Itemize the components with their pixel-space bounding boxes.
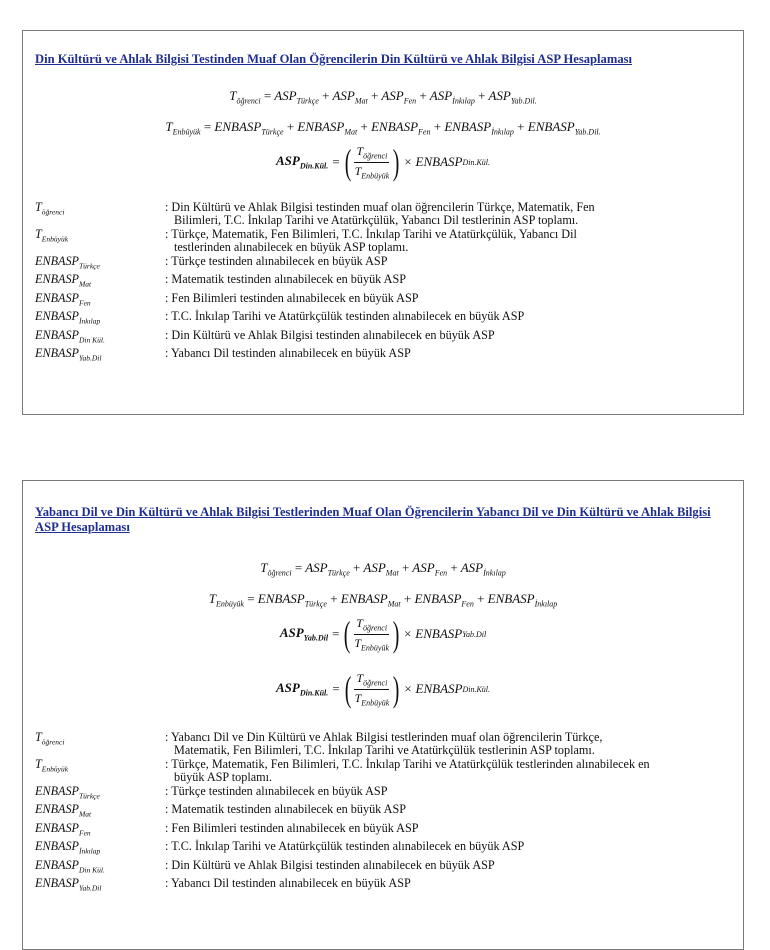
definition-item: $ENBASP_{Mat}$ : Matematik testinden alınabilecek en büyük ASP bbox=[35, 272, 406, 289]
definition-item: $ENBASP_{İnkılap}$ : T.C. İnkılap Tarihi ve Atatürkçülük testinden alınabilecek en büyük ASP bbox=[35, 839, 525, 856]
definition-item: $T_{öğrenci}$ : Din Kültürü ve Ahlak Bilgisi testinden muaf olan öğrencilerin Türkçe, Matematik, Fen Bilimleri, T.C. İnkılap Tarihi ve Atatürkçülük, Yabancı Dil testlerinin ASP toplamı. bbox=[35, 200, 595, 227]
definition-item: $ENBASP_{Din Kül.}$ : Din Kültürü ve Ahlak Bilgisi testinden alınabilecek en büyük ASP bbox=[35, 327, 495, 345]
definition-item: $ENBASP_{Türkçe}$ : Türkçe testinden alınabilecek en büyük ASP bbox=[35, 254, 388, 271]
definition-item: $T_{Enbüyük}$ : Türkçe, Matematik, Fen Bilimleri, T.C. İnkılap Tarihi ve Atatürkçülük, Yabancı Dil testlerinden alınabilecek en büyük ASP toplamı. bbox=[35, 227, 577, 254]
fraction: $\frac{T_{öğrenci}}{T_{Enbüyük}}$ bbox=[354, 616, 390, 652]
definition-item: $ENBASP_{Yab.Dil}$ : Yabancı Dil testinden alınabilecek en büyük ASP bbox=[35, 876, 411, 893]
formula-t-ogrenci: $T_{öğrenci} = ASP_{Türkçe} + ASP_{Mat} + ASP_{Fen} + ASP_{İnkılap}$ bbox=[260, 560, 506, 578]
formula-asp-yab-dil: $ASP_{Yab.Dil}$ = ( $\frac{T_{öğrenci}}{T_{Enbüyük}}$ ) × ENBASP Yab.Dil bbox=[279, 614, 487, 654]
formula-t-enbuyuk: $T_{Enbüyük}$ = $ENBASP_{Türkçe}$ + $ENBASP_{Mat}$ + $ENBASP_{Fen}$ + $ENBASP_{İnkılap}$ bbox=[208, 591, 558, 609]
definition-item: $ENBASP_{Türkçe}$ : Türkçe testinden alınabilecek en büyük ASP bbox=[35, 784, 388, 801]
definitions-list bbox=[35, 731, 735, 896]
definition-item: $ENBASP_{Yab.Dil}$ : Yabancı Dil testinden alınabilecek en büyük ASP bbox=[35, 346, 411, 363]
formula-asp-din-kul: $ASP_{Din.Kül.}$ = ( $\frac{T_{öğrenci}}{T_{Enbüyük}}$ ) × ENBASP Din.Kül. bbox=[275, 669, 491, 709]
definition-item: $T_{öğrenci}$ : Yabancı Dil ve Din Kültürü ve Ahlak Bilgisi testlerinden muaf olan öğrencilerin Türkçe, Matematik, Fen Bilimleri, T.C. İnkılap Tarihi ve Atatürkçülük testlerinin ASP toplamı. bbox=[35, 730, 603, 757]
section-title: Yabancı Dil ve Din Kültürü ve Ahlak Bilgisi Testlerinden Muaf Olan Öğrencilerin Yabancı Dil ve Din Kültürü ve Ahlak Bilgisi ASP Hesaplaması bbox=[35, 505, 711, 534]
formula-t-ogrenci: $T_{öğrenci} = ASP_{Türkçe} + ASP_{Mat} + ASP_{Fen} + ASP_{İnkılap} + ASP_{Yab.Dil.}$ bbox=[229, 88, 537, 106]
fraction: $\frac{T_{öğrenci}}{T_{Enbüyük}}$ bbox=[354, 671, 390, 707]
fraction: $\frac{T_{öğrenci}}{T_{Enbüyük}}$ bbox=[354, 144, 390, 180]
definition-item: $ENBASP_{Mat}$ : Matematik testinden alınabilecek en büyük ASP bbox=[35, 802, 406, 819]
definition-item: $ENBASP_{İnkılap}$ : T.C. İnkılap Tarihi ve Atatürkçülük testinden alınabilecek en büyük ASP bbox=[35, 309, 525, 326]
section-title: Din Kültürü ve Ahlak Bilgisi Testinden Muaf Olan Öğrencilerin Din Kültürü ve Ahlak Bilgisi ASP Hesaplaması bbox=[35, 52, 633, 66]
definition-item: $ENBASP_{Din Kül.}$ : Din Kültürü ve Ahlak Bilgisi testinden alınabilecek en büyük ASP bbox=[35, 857, 495, 875]
definition-item: $ENBASP_{Fen}$ : Fen Bilimleri testinden alınabilecek en büyük ASP bbox=[35, 290, 419, 308]
definition-item: $ENBASP_{Fen}$ : Fen Bilimleri testinden alınabilecek en büyük ASP bbox=[35, 820, 419, 838]
definitions-list bbox=[35, 201, 735, 366]
formula-t-enbuyuk: $T_{Enbüyük}$ = $ENBASP_{Türkçe}$ + $ENBASP_{Mat}$ + $ENBASP_{Fen}$ + $ENBASP_{İnkılap}$ + $ENBASP_{Yab.Dil.}$ bbox=[165, 119, 601, 137]
formula-asp-din-kul: $ASP_{Din.Kül.}$ = ( $\frac{T_{öğrenci}}{T_{Enbüyük}}$ ) × ENBASP Din.Kül. bbox=[275, 142, 491, 182]
section-yabanci-dil-din-kulturu bbox=[22, 480, 744, 950]
definition-item: $T_{Enbüyük}$ : Türkçe, Matematik, Fen Bilimleri, T.C. İnkılap Tarihi ve Atatürkçülük testlerinden alınabilecek en büyük ASP toplamı. bbox=[35, 757, 650, 784]
section-din-kulturu bbox=[22, 30, 744, 415]
